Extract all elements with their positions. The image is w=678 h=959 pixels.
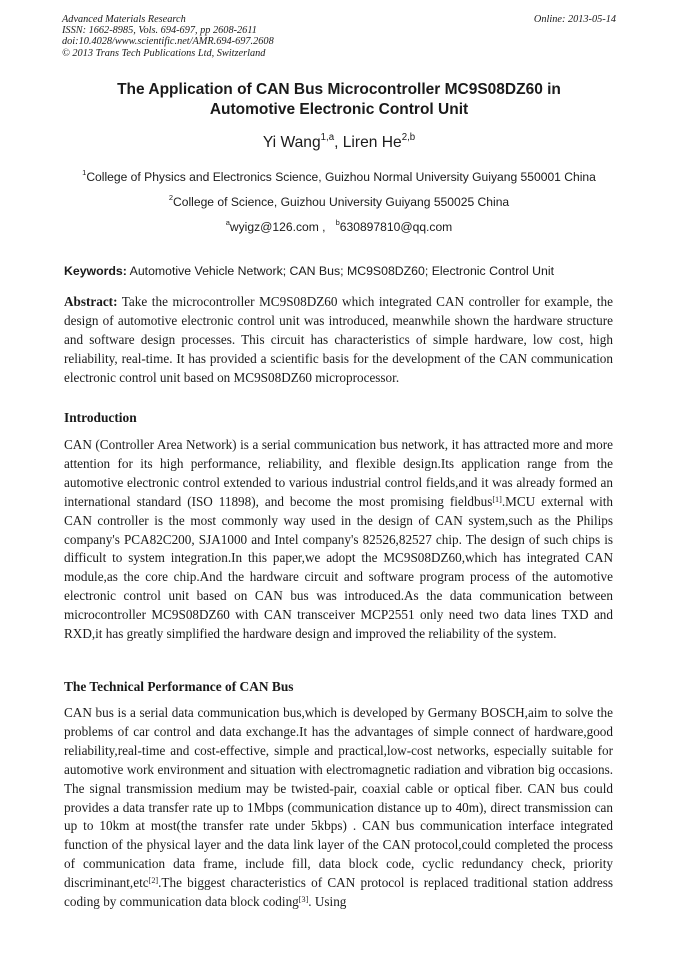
introduction-paragraph bbox=[64, 436, 613, 644]
author-list bbox=[62, 131, 616, 152]
keywords-text: Automotive Vehicle Network; CAN Bus; MC9S08DZ60; Electronic Control Unit bbox=[126, 264, 555, 278]
body-text: . Using bbox=[308, 894, 347, 910]
affiliation-mark: 2 bbox=[168, 193, 174, 203]
section-heading-introduction: Introduction bbox=[64, 410, 137, 425]
section-heading-technical-performance: The Technical Performance of CAN Bus bbox=[64, 679, 294, 694]
email-mark: a bbox=[225, 218, 230, 228]
body-text: .MCU external with CAN controller is the most commonly way used in the design of CAN system,such as the Philips company's PCA82C200, SJA1000 and Intel company's 82526,82527 chip. The design of such chips is difficult to system integration.In this paper,we adopt the MC9S08DZ60,which has integrated CAN module,as the core chip.And the hardware circuit and software program process of the automotive electronic control unit based on CAN bus was introduced.As the data communication between microcontroller MC9S08DZ60 with CAN transceiver MCP2551 only need two data lines TXD and RXD,it has greatly simplified the hardware design and improved the reliability of the system. bbox=[64, 493, 613, 642]
affiliation-2 bbox=[62, 195, 616, 209]
affiliation-text: College of Physics and Electronics Science, Guizhou Normal University Guiyang 550001 China bbox=[86, 170, 596, 184]
email-address[interactable]: 630897810@qq.com bbox=[339, 220, 453, 234]
affiliation-mark: 1 bbox=[82, 168, 87, 178]
body-text: CAN bus is a serial data communication bus,which is developed by Germany BOSCH,aim to solve the problems of car control and data exchange.It has the advantages of simple connect of hardware,good reliability,real-time and cost-effective, simple and practical,low-cost networks, especially suitable for automotive work environment and situation with electromagnetic radiation and vibration big occasions. The signal transmission medium may be twisted-pair, coaxial cable or optical fiber. CAN bus could provides a data transfer rate up to 1Mbps (communication distance up to 40m), direct transmission can up to 10km at most(the transfer rate under 5kbps) . CAN bus communication interface integrated function of the physical layer and the data link layer of the CAN protocol,could completed the process of communication data frame, include fill, data block code, cyclic redundancy check, priority discriminant,etc bbox=[64, 705, 613, 891]
author-affiliation-mark: 2,b bbox=[401, 131, 416, 143]
email-address[interactable]: wyigz@126.com bbox=[229, 220, 319, 234]
paper-title bbox=[62, 80, 616, 120]
header-citation bbox=[62, 14, 274, 59]
email-separator: , bbox=[318, 220, 336, 234]
citation-ref[interactable]: [2] bbox=[148, 876, 159, 886]
abstract bbox=[64, 293, 613, 388]
abstract-text: Take the microcontroller MC9S08DZ60 which integrated CAN controller for example, the design of automotive electronic control unit was introduced, meanwhile shown the hardware structure and software design processes. This circuit has characteristics of simple hardware, low cost, high reliability, real-time. It has provided a scientific basis for the development of the CAN communication electronic control unit based on MC9S08DZ60 microprocessor. bbox=[64, 294, 613, 385]
affiliation-1 bbox=[62, 170, 616, 184]
online-date: Online: 2013-05-14 bbox=[533, 14, 616, 25]
body-text: CAN (Controller Area Network) is a serial communication bus network, it has attracted more and more attention for its high performance, reliability, and flexible design.Its application range from the automotive electronic control extended to various industrial control fields,and it was already formed an international standard (ISO 11898), and become the most promising fieldbus bbox=[64, 437, 613, 509]
keywords-label: Keywords: bbox=[64, 264, 127, 278]
author-separator: , bbox=[334, 134, 343, 151]
affiliation-text: College of Science, Guizhou University Guiyang 550025 China bbox=[173, 195, 510, 209]
abstract-label: Abstract: bbox=[64, 294, 118, 309]
doi-line: doi:10.4028/www.scientific.net/AMR.694-697.2608 bbox=[62, 36, 274, 48]
title-line-2: Automotive Electronic Control Unit bbox=[209, 101, 469, 118]
technical-paragraph bbox=[64, 704, 613, 912]
citation-ref[interactable]: [1] bbox=[492, 494, 502, 504]
author-name: Yi Wang bbox=[262, 134, 321, 151]
issn-line: ISSN: 1662-8985, Vols. 694-697, pp 2608-2611 bbox=[62, 25, 257, 37]
author-affiliation-mark: 1,a bbox=[320, 131, 335, 143]
body-text: .The biggest characteristics of CAN protocol is replaced traditional station address coding by communication data block coding bbox=[64, 875, 613, 910]
copyright-line: © 2013 Trans Tech Publications Ltd, Switzerland bbox=[62, 47, 266, 59]
email-mark: b bbox=[335, 218, 340, 228]
keywords bbox=[64, 264, 616, 278]
email-line bbox=[62, 220, 616, 234]
journal-name: Advanced Materials Research bbox=[62, 14, 186, 25]
author-name: Liren He bbox=[342, 134, 402, 151]
title-line-1: The Application of CAN Bus Microcontroller MC9S08DZ60 in bbox=[117, 81, 561, 98]
citation-ref[interactable]: [3] bbox=[298, 895, 309, 905]
